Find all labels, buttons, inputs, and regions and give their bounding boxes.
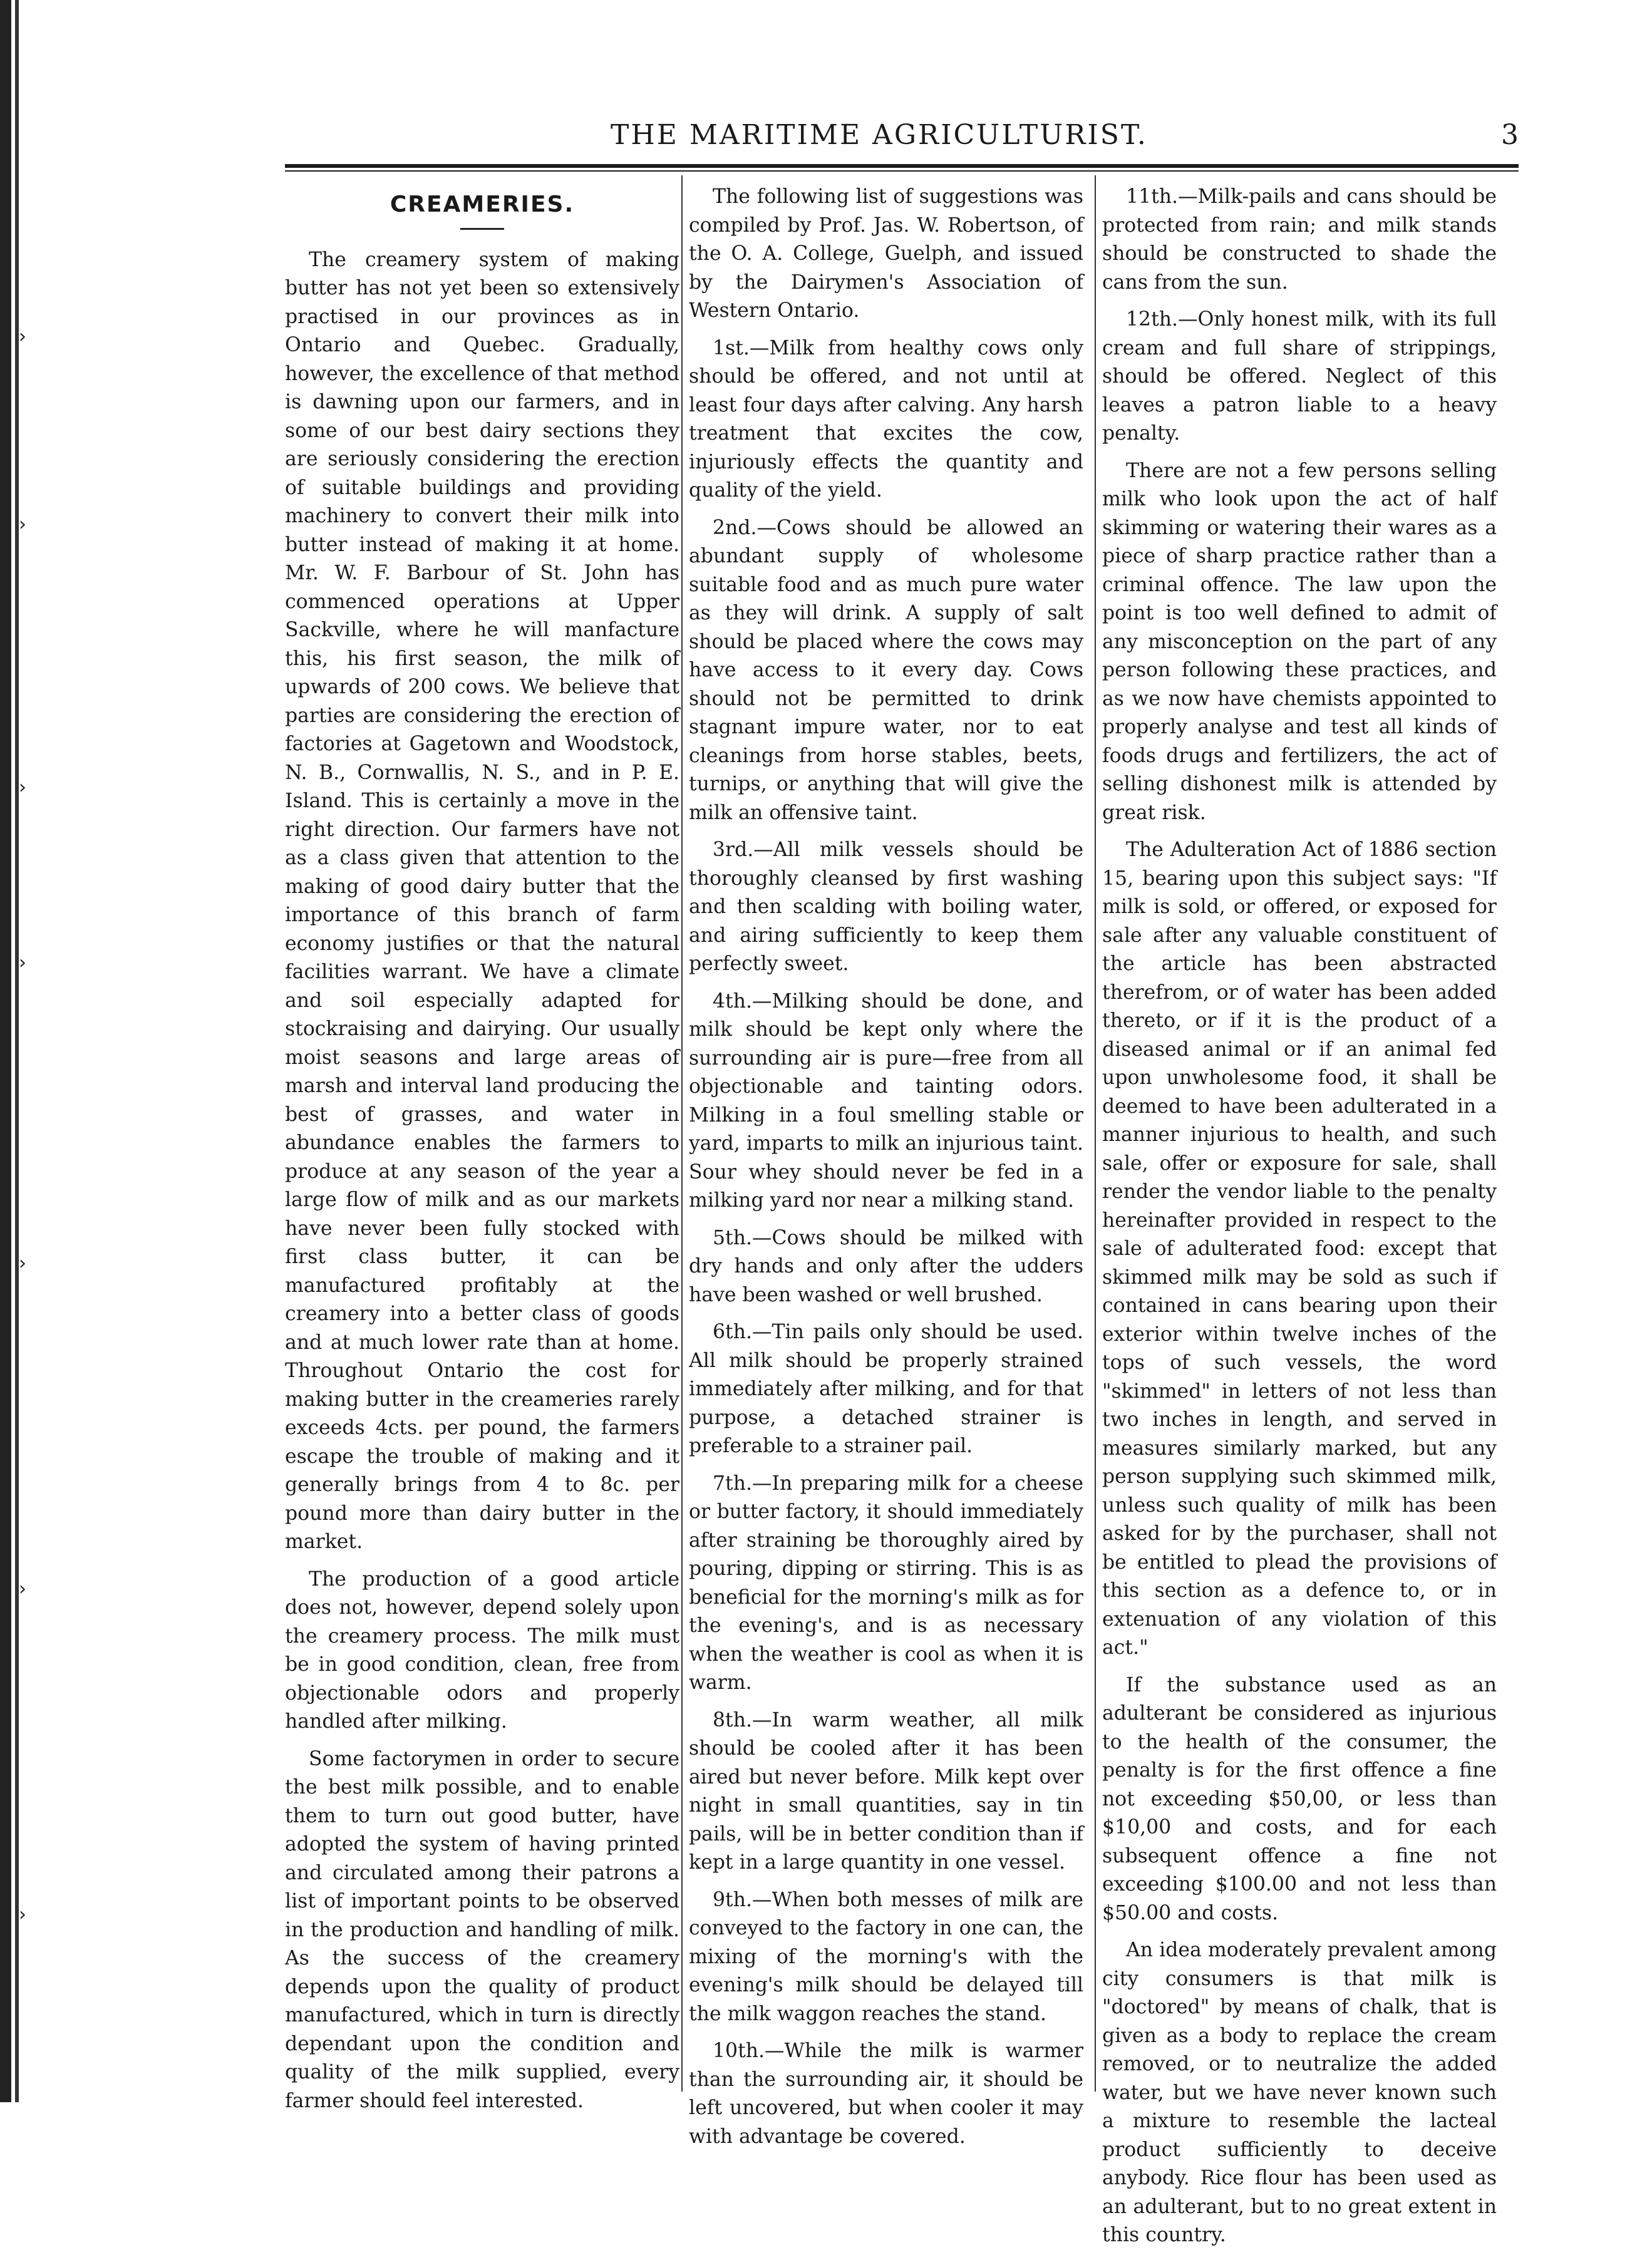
column-1 bbox=[285, 183, 679, 2112]
margin-mark: › bbox=[19, 777, 26, 798]
paragraph: Some factorymen in order to secure the best milk possible, and to enable them to turn out good butter, have adopted the system of having printed and circulated among their patrons a list of important points to be observed in the production and handling of milk. As the success of the creamery depends upon the quality of product manufactured, which in turn is directly dependant upon the condition and quality of the milk supplied, every farmer should feel interested. bbox=[285, 1747, 679, 2112]
margin-mark: › bbox=[19, 1252, 26, 1274]
paragraph: The Adulteration Act of 1886 section 15, bearing upon this subject says: "If milk is sold, or offered, or exposed for sale after any valuable constituent of the article has been abstracted therefrom, or of water has been added thereto, or if it is the product of a diseased animal or if an animal fed upon unwholesome food, it shall be deemed to have been adulterated in a manner injurious to health, and such sale, offer or exposure for sale, shall render the vendor liable to the penalty hereinafter provided in respect to the sale of adulterated food: except that skimmed milk may be sold as such if contained in cans bearing upon their exterior within twelve inches of the tops of such vessels, the word "skimmed" in letters of not less than two inches in length, and served in measures similarly marked, but any person supplying such skimmed milk, unless such quality of milk has been asked for by the purchaser, shall not be entitled to plead the provisions of this section as a defence to, or in extenuation of any violation of this act." bbox=[1102, 839, 1497, 1659]
column-divider bbox=[1095, 175, 1096, 2092]
margin-mark: › bbox=[19, 1578, 26, 1600]
paragraph: 7th.—In preparing milk for a cheese or butter factory, it should immediately after straining be thoroughly aired by pouring, dipping or stirring. This is as beneficial for the morning's milk as for the evening's, and is as necessary when the weather is cool as when it is warm. bbox=[689, 1472, 1083, 1694]
paragraph: The production of a good article does not, however, depend solely upon the creamery process. The milk must be in good condition, clean, free from objectionable odors and properly handled after milking. bbox=[285, 1567, 679, 1733]
paragraph: 3rd.—All milk vessels should be thoroughly cleansed by first washing and then scalding with boiling water, and airing sufficiently to keep them perfectly sweet. bbox=[689, 839, 1083, 975]
column-divider bbox=[681, 175, 683, 2092]
paragraph: 11th.—Milk-pails and cans should be protected from rain; and milk stands should be constructed to shade the cans from the sun. bbox=[1102, 185, 1497, 294]
margin-mark: › bbox=[19, 513, 26, 535]
header-rule-thin bbox=[285, 170, 1519, 172]
paragraph: 1st.—Milk from healthy cows only should be offered, and not until at least four days after calving. Any harsh treatment that excites the cow, injuriously effects the quantity and quality of the yield. bbox=[689, 336, 1083, 502]
paragraph: 6th.—Tin pails only should be used. All milk should be properly strained immediately after milking, and for that purpose, a detached strainer is preferable to a strainer pail. bbox=[689, 1321, 1083, 1457]
page-binding-edge bbox=[0, 0, 44, 2102]
page-header bbox=[285, 119, 1519, 157]
margin-mark: › bbox=[19, 326, 26, 348]
paragraph: 2nd.—Cows should be allowed an abundant supply of wholesome suitable food and as much pure water as they will drink. A supply of salt should be placed where the cows may have access to it every day. Cows should not be permitted to drink stagnant impure water, nor to eat cleanings from horse stables, beets, turnips, or anything that will give the milk an offensive taint. bbox=[689, 516, 1083, 824]
header-rule bbox=[285, 164, 1519, 168]
paragraph: 12th.—Only honest milk, with its full cream and full share of strippings, should be offered. Neglect of this leaves a patron liable to a heavy penalty. bbox=[1102, 308, 1497, 445]
margin-mark: › bbox=[19, 1904, 26, 1926]
paragraph: 8th.—In warm weather, all milk should be cooled after it has been aired but never before. Milk kept over night in small quantities, say in tin pails, will be in better condition than if kept in a large quantity in one vessel. bbox=[689, 1708, 1083, 1874]
article-heading: CREAMERIES. bbox=[390, 192, 575, 217]
page-number: 3 bbox=[1501, 119, 1519, 151]
paragraph: 4th.—Milking should be done, and milk should be kept only where the surrounding air is pure—free from all objectionable and tainting odors. Milking in a foul smelling stable or yard, imparts to milk an injurious taint. Sour whey should never be fed in a milking yard nor near a milking stand. bbox=[689, 989, 1083, 1212]
paragraph: An idea moderately prevalent among city consumers is that milk is "doctored" by means of chalk, that is given as a body to replace the cream removed, or to neutralize the added water, but we have never known such a mixture to resemble the lacteal product sufficiently to deceive anybody. Rice flour has been used as an adulterant, but to no great extent in this country. bbox=[1102, 1939, 1497, 2246]
paragraph: If the substance used as an adulterant be considered as injurious to the health of the consumer, the penalty is for the first offence a fine not exceeding $50,00, or less than $10,00 and costs, and for each subsequent offence a fine not exceeding $100.00 and not less than $50.00 and costs. bbox=[1102, 1673, 1497, 1924]
paragraph: The following list of suggestions was compiled by Prof. Jas. W. Robertson, of the O. A. College, Guelph, and issued by the Dairymen's Association of Western Ontario. bbox=[689, 185, 1083, 322]
paragraph: The creamery system of making butter has not yet been so extensively practised in our provinces as in Ontario and Quebec. Gradually, however, the excellence of that method is dawning upon our farmers, and in some of our best dairy sections they are seriously considering the erection of suitable buildings and providing machinery to convert their milk into butter instead of making it at home. Mr. W. F. Barbour of St. John has commenced operations at Upper Sackville, where he will manfacture this, his first season, the milk of upwards of 200 cows. We believe that parties are considering the erection of factories at Gagetown and Woodstock, N. B., Cornwallis, N. S., and in P. E. Island. This is certainly a move in the right direction. Our farmers have not as a class given that attention to the making of good dairy butter that the importance of this branch of farm economy justifies or that the natural facilities warrant. We have a climate and soil especially adapted for stockraising and dairying. Our usually moist seasons and large areas of marsh and interval land producing the best of grasses, and water in abundance enables the farmers to produce at any season of the year a large flow of milk and as our markets have never been fully stocked with first class butter, it can be manufactured profitably at the creamery into a better class of goods and at much lower rate than at home. Throughout Ontario the cost for making butter in the creameries rarely exceeds 4cts. per pound, the farmers escape the trouble of making and it generally brings from 4 to 8c. per pound more than dairy butter in the market. bbox=[285, 248, 679, 1553]
paragraph: 5th.—Cows should be milked with dry hands and only after the udders have been washed or well brushed. bbox=[689, 1226, 1083, 1306]
column-3 bbox=[1102, 183, 1497, 2246]
margin-mark: › bbox=[19, 952, 26, 974]
paragraph: 9th.—When both messes of milk are conveyed to the factory in one can, the mixing of the morning's with the evening's milk should be delayed till the milk waggon reaches the stand. bbox=[689, 1888, 1083, 2025]
heading-dash bbox=[460, 228, 504, 230]
publication-title: THE MARITIME AGRICULTURIST. bbox=[611, 119, 1148, 151]
paragraph: There are not a few persons selling milk who look upon the act of half skimming or watering their wares as a piece of sharp practice rather than a criminal offence. The law upon the point is too well defined to admit of any misconception on the part of any person following these practices, and as we now have chemists appointed to properly analyse and test all kinds of foods drugs and fertilizers, the act of selling dishonest milk is attended by great risk. bbox=[1102, 459, 1497, 824]
column-2 bbox=[689, 183, 1083, 2148]
paragraph: 10th.—While the milk is warmer than the surrounding air, it should be left uncovered, but when cooler it may with advantage be covered. bbox=[689, 2040, 1083, 2148]
